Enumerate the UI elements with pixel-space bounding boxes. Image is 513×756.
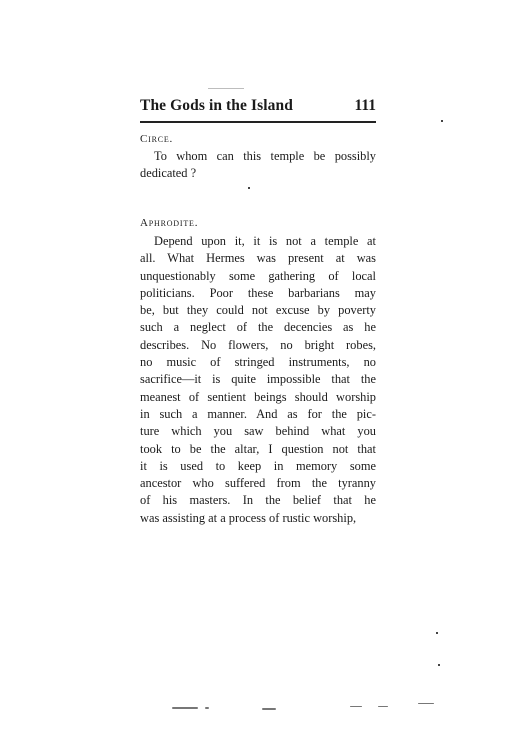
header-rule <box>140 121 376 123</box>
speech-aphrodite <box>140 233 376 527</box>
text-line: no music of stringed instruments, no <box>140 355 376 370</box>
scan-smudge <box>262 708 276 710</box>
scan-speck <box>438 664 440 666</box>
speech-circe <box>140 148 376 183</box>
text-line: Depend upon it, it is not a temple at <box>154 234 376 248</box>
text-line: ture which you saw behind what you <box>140 424 376 439</box>
speaker-name-aphrodite: Aphrodite. <box>140 217 199 229</box>
scan-smudge <box>418 703 434 704</box>
text-line: politicians. Poor these barbarians may <box>140 285 376 300</box>
speaker-name-circe: Circe. <box>140 133 174 145</box>
text-line: all. What Hermes was present at was <box>140 251 376 266</box>
top-scan-mark <box>208 88 244 89</box>
text-line: describes. No flowers, no bright robes, <box>140 337 376 352</box>
running-header-title: The Gods in the Island <box>140 97 293 114</box>
text-line: was assisting at a process of rustic worship, <box>140 510 357 525</box>
text-line: be, but they could not excuse by poverty <box>140 303 376 318</box>
page-number: 111 <box>354 97 376 114</box>
text-line: of his masters. In the belief that he <box>140 493 376 508</box>
text-line: unquestionably some gathering of local <box>140 268 376 283</box>
text-line: sacrifice—it is quite impossible that the <box>140 372 376 387</box>
text-line: dedicated ? <box>140 166 197 181</box>
text-line: such a neglect of the decencies as he <box>140 320 376 335</box>
text-line: ancestor who suffered from the tyranny <box>140 476 376 491</box>
running-header <box>140 97 376 117</box>
scan-smudge <box>378 706 388 707</box>
text-line: in such a manner. And as for the pic- <box>140 406 376 421</box>
scan-speck <box>441 120 443 122</box>
text-line: it is used to keep in memory some <box>140 458 376 473</box>
text-line: meanest of sentient beings should worship <box>140 389 376 404</box>
scan-smudge <box>205 707 209 709</box>
scan-speck <box>436 632 438 634</box>
scan-smudge <box>172 707 198 709</box>
text-line: To whom can this temple be possibly <box>154 149 376 163</box>
text-line: took to be the altar, I question not that <box>140 441 376 456</box>
scan-speck <box>248 187 250 189</box>
scan-smudge <box>350 706 362 707</box>
